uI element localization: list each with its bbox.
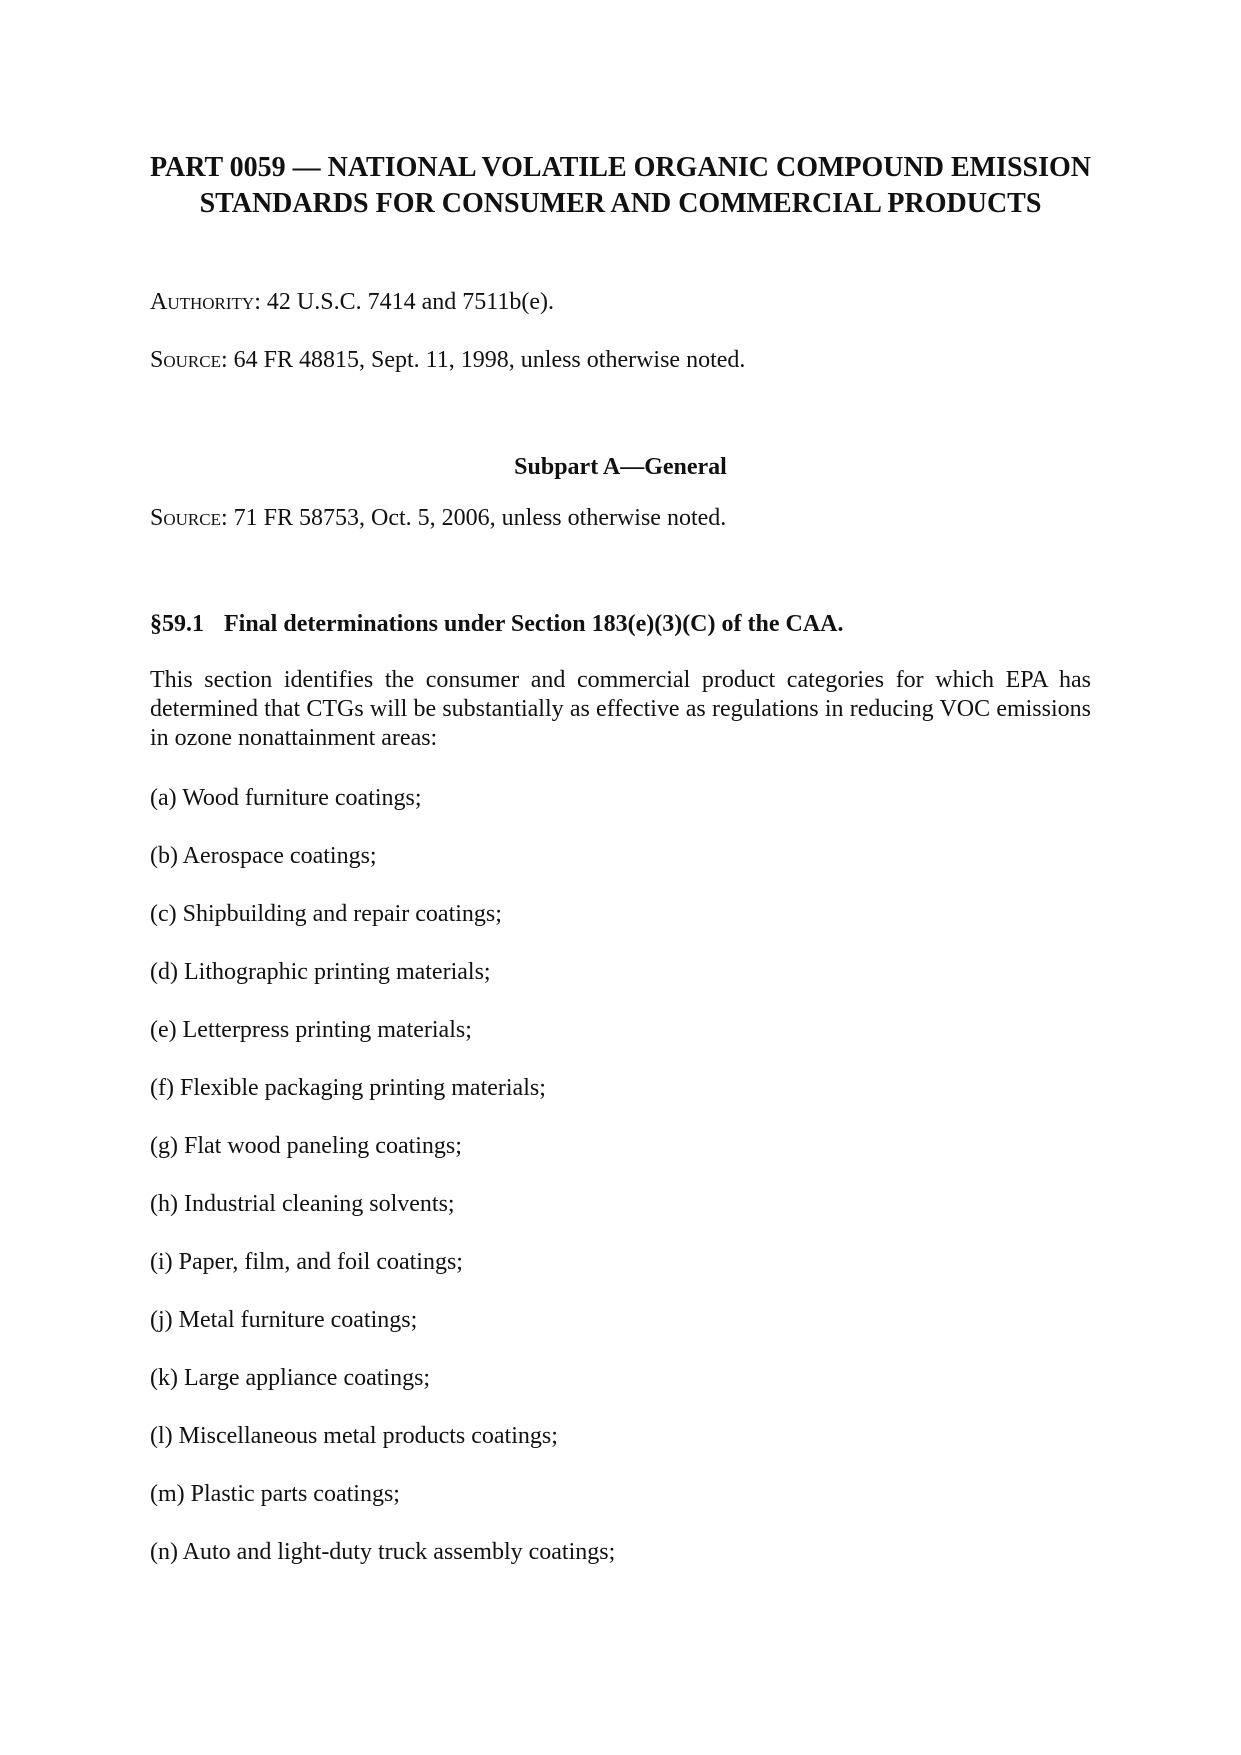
subpart-heading: Subpart A—General <box>514 454 727 480</box>
subpart-source-label: Source <box>150 505 221 531</box>
section-heading <box>150 609 844 639</box>
section-intro: This section identifies the consumer and commercial product categories for which EPA has determined that CTGs will be substantially as effective as regulations in reducing VOC emissions in ozone nonattainment areas: <box>150 667 1091 751</box>
authority-line <box>150 287 554 317</box>
section-number: §59.1 <box>150 611 204 637</box>
subpart-source-line <box>150 503 726 533</box>
list-item: (j) Metal furniture coatings; <box>150 1307 418 1333</box>
list-item: (b) Aerospace coatings; <box>150 843 377 869</box>
list-item: (e) Letterpress printing materials; <box>150 1017 472 1043</box>
source-label: Source <box>150 347 221 373</box>
list-item: (k) Large appliance coatings; <box>150 1365 431 1391</box>
section-title: Final determinations under Section 183(e)(3)(C) of the CAA. <box>224 611 844 637</box>
list-item: (f) Flexible packaging printing materials; <box>150 1075 546 1101</box>
authority-text: : 42 U.S.C. 7414 and 7511b(e). <box>254 289 554 315</box>
list-item: (c) Shipbuilding and repair coatings; <box>150 901 502 927</box>
subpart-source-text: : 71 FR 58753, Oct. 5, 2006, unless otherwise noted. <box>220 505 727 531</box>
list-item: (l) Miscellaneous metal products coatings; <box>150 1423 558 1449</box>
list-item: (m) Plastic parts coatings; <box>150 1481 400 1507</box>
list-item: (d) Lithographic printing materials; <box>150 959 491 985</box>
list-item: (i) Paper, film, and foil coatings; <box>150 1249 463 1275</box>
category-list <box>150 783 615 1595</box>
list-item: (n) Auto and light-duty truck assembly coatings; <box>150 1539 616 1565</box>
list-item: (a) Wood furniture coatings; <box>150 785 422 811</box>
part-title: PART 0059 — NATIONAL VOLATILE ORGANIC COMPOUND EMISSION STANDARDS FOR CONSUMER AND COMMERCIAL PRODUCTS <box>150 152 1091 219</box>
list-item: (h) Industrial cleaning solvents; <box>150 1191 455 1217</box>
list-item: (g) Flat wood paneling coatings; <box>150 1133 462 1159</box>
source-text: : 64 FR 48815, Sept. 11, 1998, unless otherwise noted. <box>220 347 746 373</box>
source-line <box>150 345 745 375</box>
authority-label: Authority <box>150 289 255 315</box>
